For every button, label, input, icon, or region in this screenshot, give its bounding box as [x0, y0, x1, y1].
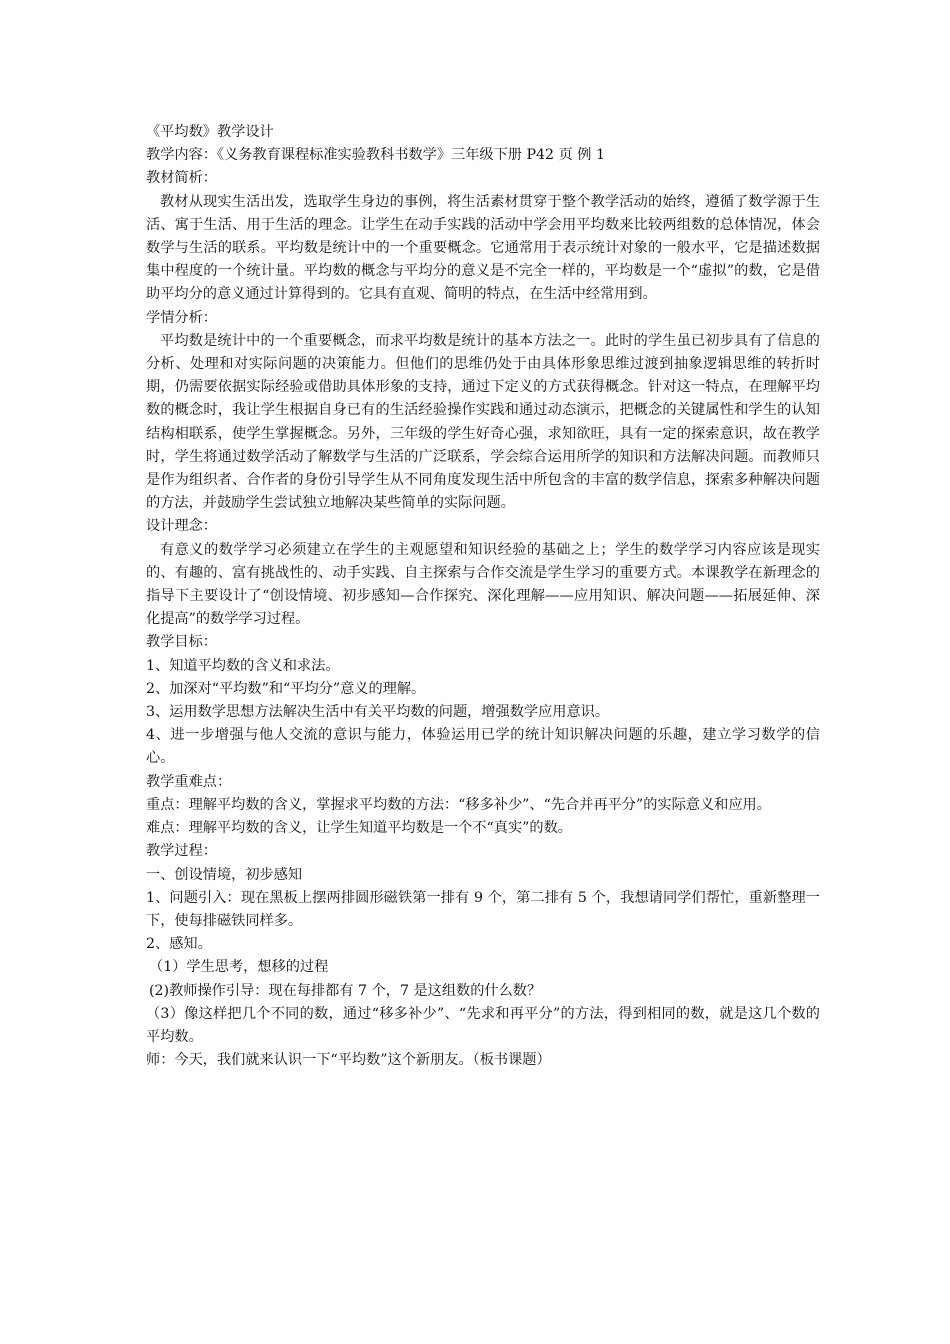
design-concept-heading: 设计理念：	[146, 518, 217, 535]
process-step-2: 2、感知。	[146, 936, 212, 953]
process-substep-1: （1）学生思考，想移的过程	[149, 959, 329, 976]
teaching-content-line: 教学内容：《义务教育课程标准实验教科书数学》三年级下册 P42 页 例 1	[146, 147, 606, 164]
key-points-heading: 教学重难点：	[146, 773, 232, 790]
key-point: 重点：理解平均数的含义，掌握求平均数的方法：“移多补少”、“先合并再平分”的实际意义和应用。	[146, 796, 771, 813]
difficult-point: 难点：理解平均数的含义，让学生知道平均数是一个不“真实”的数。	[146, 820, 572, 837]
goal-item-4: 4、进一步增强与他人交流的意识与能力，体验运用已学的统计知识解决问题的乐趣，建立学习数学的信心。	[146, 727, 820, 767]
student-analysis-body: 平均数是统计中的一个重要概念，而求平均数是统计的基本方法之一。此时的学生虽已初步具有了信息的分析、处理和对实际问题的决策能力。但他们的思维仍处于由具体形象思维过渡到抽象逻辑思维的转折时期，仍需要依据实际经验或借助具体形象的支持，通过下定义的方式获得概念。针对这一特点，在理解平均数的概念时，我让学生根据自身已有的生活经验操作实践和通过动态演示，把概念的关键属性和学生的认知结构相联系，使学生掌握概念。另外，三年级的学生好奇心强，求知欲旺，具有一定的探索意识，故在教学时，学生将通过数学活动了解数学与生活的广泛联系，学会综合运用所学的知识和方法解决问题。而教师只是作为组织者、合作者的身份引导学生从不同角度发现生活中所包含的丰富的数学信息，探索多种解决问题的方法，并鼓励学生尝试独立地解决某些简单的实际问题。	[146, 332, 820, 512]
document-page	[146, 121, 820, 1072]
teacher-remark: 师：今天，我们就来认识一下“平均数”这个新朋友。（板书课题）	[146, 1052, 551, 1069]
process-section-1: 一、创设情境，初步感知	[146, 866, 303, 883]
textbook-analysis-body: 教材从现实生活出发，选取学生身边的事例，将生活素材贯穿于整个教学活动的始终，遵循了数学源于生活、寓于生活、用于生活的理念。让学生在动手实践的活动中学会用平均数来比较两组数的总体情况，体会数学与生活的联系。平均数是统计中的一个重要概念。它通常用于表示统计对象的一般水平，它是描述数据集中程度的一个统计量。平均数的概念与平均分的意义是不完全一样的，平均数是一个“虚拟”的数，它是借助平均分的意义通过计算得到的。它具有直观、简明的特点，在生活中经常用到。	[146, 193, 820, 303]
student-analysis-heading: 学情分析：	[146, 309, 217, 326]
process-substep-2: (2)教师操作引导：现在每排都有 7 个，7 是这组数的什么数？	[149, 982, 542, 999]
goal-item-2: 2、加深对“平均数”和“平均分”意义的理解。	[146, 680, 426, 697]
document-title: 《平均数》教学设计	[146, 124, 274, 140]
process-substep-3: （3）像这样把几个不同的数，通过“移多补少”、“先求和再平分”的方法，得到相同的数，就是这几个数的平均数。	[146, 1005, 820, 1045]
teaching-goals-heading: 教学目标：	[146, 634, 217, 651]
textbook-analysis-heading: 教材简析：	[146, 170, 217, 187]
teaching-process-heading: 教学过程：	[146, 843, 217, 860]
goal-item-1: 1、知道平均数的含义和求法。	[146, 657, 340, 674]
process-step-1: 1、问题引入：现在黑板上摆两排圆形磁铁第一排有 9 个，第二排有 5 个，我想请同学们帮忙，重新整理一下，使每排磁铁同样多。	[146, 889, 820, 929]
design-concept-body: 有意义的数学学习必须建立在学生的主观愿望和知识经验的基础之上；学生的数学学习内容应该是现实的、有趣的、富有挑战性的、动手实践、自主探索与合作交流是学生学习的重要方式。本课教学在新理念的指导下主要设计了“创设情境、初步感知—合作探究、深化理解——应用知识、解决问题——拓展延伸、深化提高”的数学学习过程。	[146, 541, 820, 628]
goal-item-3: 3、运用数学思想方法解决生活中有关平均数的问题，增强数学应用意识。	[146, 704, 610, 721]
